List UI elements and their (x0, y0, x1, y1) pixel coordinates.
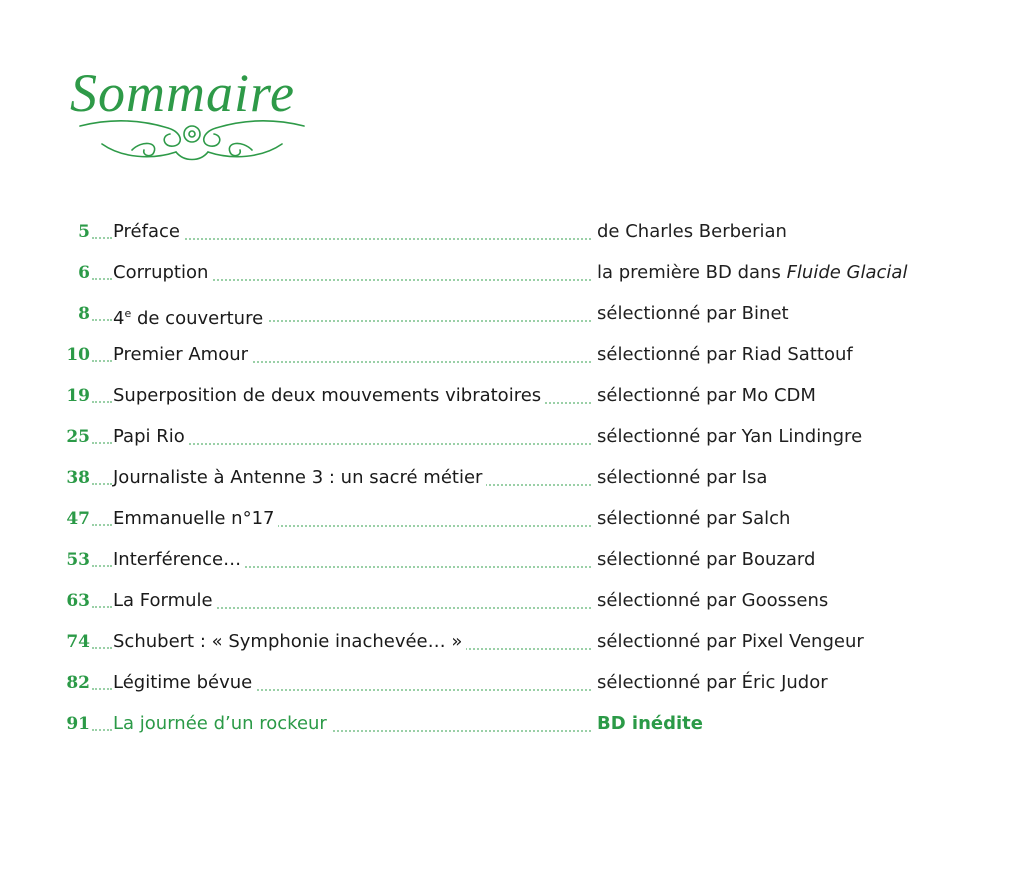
entry-title: Papi Rio (113, 425, 189, 449)
toc-row[interactable] (0, 630, 1024, 671)
page-number: 10 (66, 345, 90, 365)
page-number: 53 (66, 550, 90, 570)
dot-leader (92, 729, 112, 731)
title-main: 4 (113, 308, 125, 329)
entry-title: Schubert : « Symphonie inachevée… » (113, 630, 466, 654)
dot-leader (92, 483, 112, 485)
page-number: 82 (66, 673, 90, 693)
entry-credit: sélectionné par Bouzard (597, 549, 816, 570)
entry-title: Journaliste à Antenne 3 : un sacré métier (113, 466, 486, 490)
entry-title: Légitime bévue (113, 671, 256, 695)
dot-leader (113, 238, 591, 240)
page-title: Sommaire (70, 63, 295, 123)
toc-row[interactable] (0, 548, 1024, 589)
dot-leader (92, 524, 112, 526)
dot-leader (92, 606, 112, 608)
page-number: 8 (78, 304, 90, 324)
entry-title: Emmanuelle n°17 (113, 507, 278, 531)
page-number: 91 (66, 714, 90, 734)
entry-title: Superposition de deux mouvements vibratoires (113, 384, 545, 408)
entry-credit: sélectionné par Salch (597, 508, 791, 529)
entry-credit: sélectionné par Binet (597, 303, 789, 324)
toc-row[interactable] (0, 384, 1024, 425)
toc-row[interactable] (0, 466, 1024, 507)
toc-row[interactable] (0, 343, 1024, 384)
title-rest: de couverture (131, 308, 264, 329)
toc-row[interactable] (0, 507, 1024, 548)
entry-credit: sélectionné par Yan Lindingre (597, 426, 863, 447)
toc-row[interactable] (0, 671, 1024, 712)
entry-title: La Formule (113, 589, 217, 613)
entry-credit: sélectionné par Riad Sattouf (597, 344, 853, 365)
dot-leader (92, 360, 112, 362)
title-sup: e (124, 307, 132, 320)
dot-leader (92, 565, 112, 567)
toc-row[interactable] (0, 220, 1024, 261)
dot-leader (92, 401, 112, 403)
toc-row[interactable] (0, 712, 1024, 753)
entry-credit: sélectionné par Isa (597, 467, 768, 488)
entry-title: Interférence… (113, 548, 245, 572)
entry-title: Corruption (113, 261, 212, 285)
page-number: 47 (66, 509, 90, 529)
page-number: 74 (66, 632, 90, 652)
dot-leader (92, 237, 112, 239)
entry-credit: sélectionné par Goossens (597, 590, 829, 611)
toc-row[interactable] (0, 302, 1024, 343)
toc-row[interactable] (0, 425, 1024, 466)
entry-credit: sélectionné par Éric Judor (597, 672, 828, 693)
page-number: 38 (66, 468, 90, 488)
entry-credit: sélectionné par Mo CDM (597, 385, 816, 406)
toc-row[interactable] (0, 261, 1024, 302)
dot-leader (92, 688, 112, 690)
page-number: 5 (78, 222, 90, 242)
page-number: 25 (66, 427, 90, 447)
dot-leader (92, 319, 112, 321)
page-number: 63 (66, 591, 90, 611)
page-number: 6 (78, 263, 90, 283)
entry-credit: sélectionné par Pixel Vengeur (597, 631, 864, 652)
entry-title: Premier Amour (113, 343, 252, 367)
entry-credit: BD inédite (597, 713, 703, 734)
entry-credit (597, 261, 907, 285)
credit-prefix: la première BD dans (597, 262, 787, 283)
dot-leader (92, 278, 112, 280)
page-number: 19 (66, 386, 90, 406)
credit-italic: Fluide Glacial (786, 262, 908, 283)
entry-title: La journée d’un rockeur (113, 712, 331, 736)
dot-leader (92, 442, 112, 444)
entry-credit: de Charles Berberian (597, 221, 787, 242)
entry-title (113, 302, 267, 331)
dot-leader (92, 647, 112, 649)
entry-title: Préface (113, 220, 184, 244)
toc-row[interactable] (0, 589, 1024, 630)
